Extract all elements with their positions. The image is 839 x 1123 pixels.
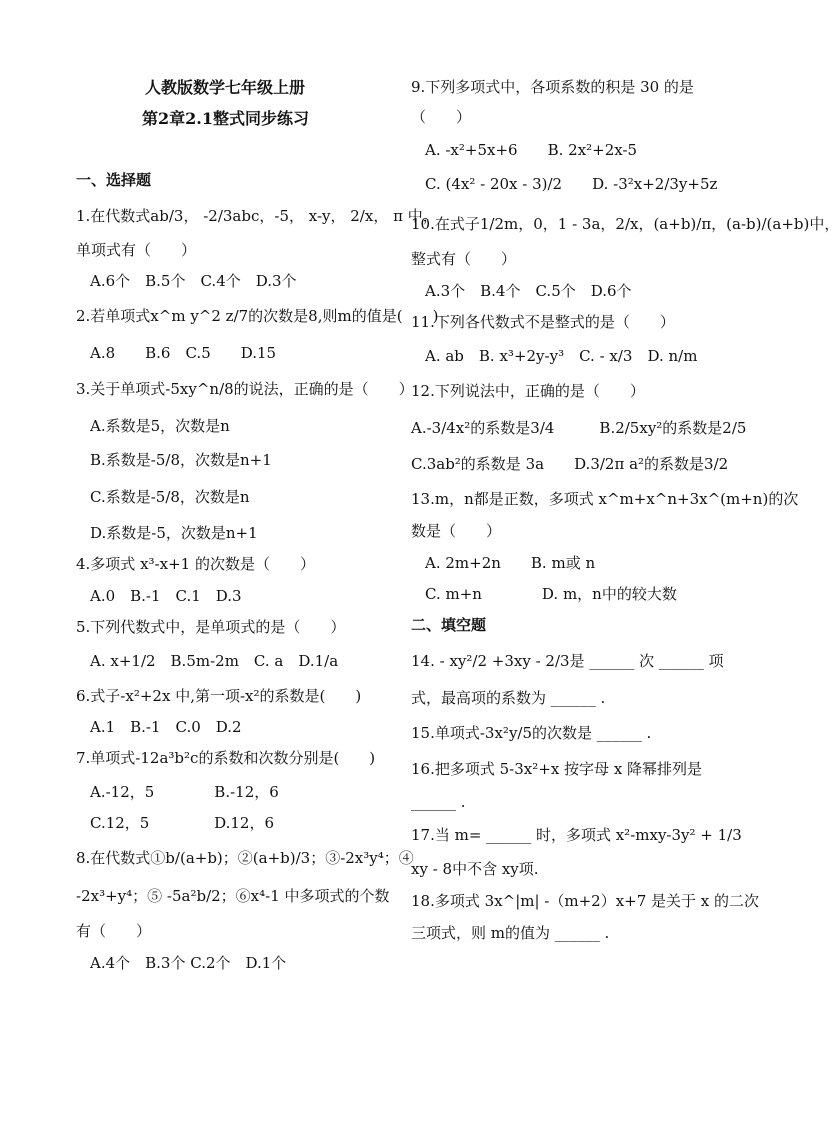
question-line: 18.多项式 3x^|m| -（m+2）x+7 是关于 x 的二次 <box>411 892 760 910</box>
answer-option: D.系数是-5，次数是n+1 <box>90 524 258 542</box>
answer-options: C. (4x² - 20x - 3)/2 D. -3²x+2/3y+5z <box>425 175 718 193</box>
question-line: A.-3/4x²的系数是3/4 B.2/5xy²的系数是2/5 <box>411 419 747 437</box>
question-line: 17.当 m= ______ 时，多项式 x²-mxy-3y² + 1/3 <box>411 826 742 844</box>
question-line: 整式有（ ） <box>411 250 517 268</box>
question-line: 8.在代数式①b/(a+b)；②(a+b)/3；③-2x³y⁴；④ <box>76 849 414 867</box>
answer-options: A. ab B. x³+2y-y³ C. - x/3 D. n/m <box>425 347 698 365</box>
question-line: 单项式有（ ） <box>76 241 197 259</box>
question-line: 式，最高项的系数为 ______ . <box>411 689 606 707</box>
answer-options: A.0 B.-1 C.1 D.3 <box>90 587 242 605</box>
question-line: xy - 8中不含 xy项. <box>411 860 539 878</box>
answer-option: A.系数是5，次数是n <box>90 417 230 435</box>
question-line: 10.在式子1/2m，0，1 - 3a，2/x，(a+b)/π，(a-b)/(a+b)中， <box>411 215 839 233</box>
answer-options: A.3个 B.4个 C.5个 D.6个 <box>425 282 632 300</box>
question-line: 5.下列代数式中，是单项式的是（ ） <box>76 618 346 636</box>
answer-option: B.系数是-5/8，次数是n+1 <box>90 451 272 469</box>
answer-options: A.8 B.6 C.5 D.15 <box>90 344 277 362</box>
question-line: 13.m，n都是正数，多项式 x^m+x^n+3x^(m+n)的次 <box>411 490 799 508</box>
question-line: ______ . <box>411 793 466 811</box>
question-line: C.3ab²的系数是 3a D.3/2π a²的系数是3/2 <box>411 455 729 473</box>
question-line: 9.下列多项式中，各项系数的积是 30 的是 <box>411 78 694 96</box>
question-line: 4.多项式 x³-x+1 的次数是（ ） <box>76 555 315 573</box>
question-line: 6.式子-x²+2x 中,第一项-x²的系数是( ) <box>76 687 362 705</box>
answer-options: C. m+n D. m，n中的较大数 <box>425 585 677 603</box>
answer-options: A.4个 B.3个 C.2个 D.1个 <box>90 954 287 972</box>
question-line: 数是（ ） <box>411 522 502 540</box>
question-line: 12.下列说法中，正确的是（ ） <box>411 382 645 400</box>
question-line: （ ） <box>411 108 472 126</box>
answer-option: C.系数是-5/8，次数是n <box>90 488 250 506</box>
question-line: 2.若单项式x^m y^2 z/7的次数是8,则m的值是( ) <box>76 307 439 325</box>
answer-options: A. 2m+2n B. m或 n <box>425 554 596 572</box>
question-line: 1.在代数式ab/3， -2/3abc，-5， x-y， 2/x， π 中， <box>76 207 438 225</box>
question-line: 有（ ） <box>76 922 152 940</box>
question-line: -2x³+y⁴；⑤ -5a²b/2；⑥x⁴-1 中多项式的个数 <box>76 887 390 905</box>
section-heading-fill: 二、填空题 <box>411 616 487 634</box>
question-line: 三项式，则 m的值为 ______ . <box>411 924 610 942</box>
answer-options: C.12，5 D.12，6 <box>90 814 274 832</box>
question-line: 3.关于单项式-5xy^n/8的说法，正确的是（ ） <box>76 380 414 398</box>
answer-options: A.6个 B.5个 C.4个 D.3个 <box>90 272 297 290</box>
document-subtitle: 第2章2.1整式同步练习 <box>142 109 309 128</box>
answer-options: A. x+1/2 B.5m-2m C. a D.1/a <box>90 652 339 670</box>
question-line: 16.把多项式 5-3x²+x 按字母 x 降幂排列是 <box>411 760 703 778</box>
question-line: 7.单项式-12a³b²c的系数和次数分别是( ) <box>76 749 376 767</box>
question-line: 14. - xy²/2 +3xy - 2/3是 ______ 次 ______ 项 <box>411 652 724 670</box>
answer-options: A. -x²+5x+6 B. 2x²+2x-5 <box>425 141 638 159</box>
answer-options: A.1 B.-1 C.0 D.2 <box>90 718 242 736</box>
question-line: 11.下列各代数式不是整式的是（ ） <box>411 313 675 331</box>
question-line: 15.单项式-3x²y/5的次数是 ______ . <box>411 724 652 742</box>
document-title: 人教版数学七年级上册 <box>145 78 306 97</box>
answer-options: A.-12，5 B.-12，6 <box>90 783 279 801</box>
section-heading-choice: 一、选择题 <box>76 171 152 189</box>
